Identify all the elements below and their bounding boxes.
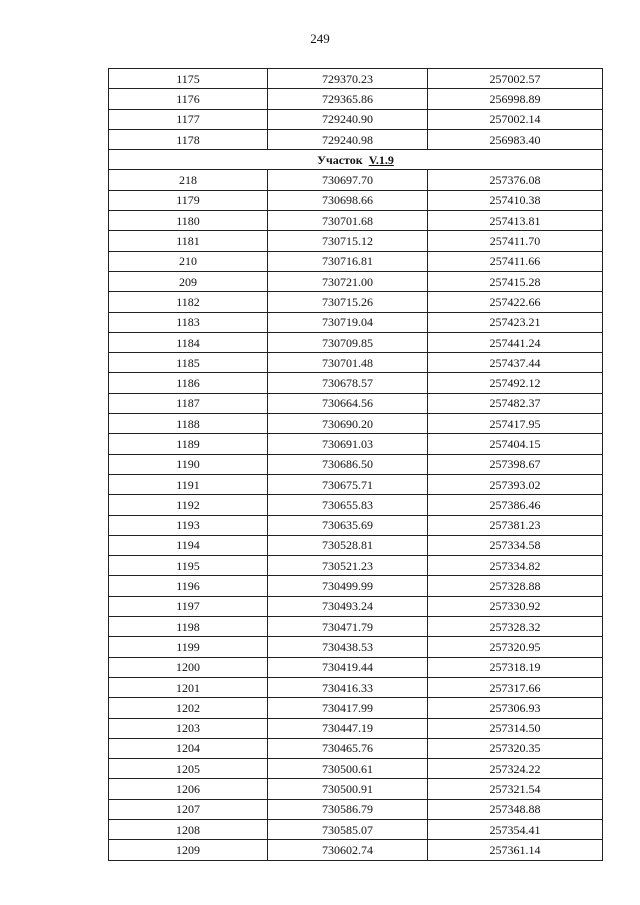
table-row bbox=[109, 231, 603, 251]
x-coordinate-cell: 729240.98 bbox=[268, 129, 428, 149]
point-number-cell: 218 bbox=[109, 170, 268, 190]
table-row bbox=[109, 535, 603, 555]
point-number-cell: 1193 bbox=[109, 515, 268, 535]
y-coordinate-cell: 257321.54 bbox=[428, 779, 603, 799]
table-row bbox=[109, 190, 603, 210]
point-number-cell: 1185 bbox=[109, 353, 268, 373]
table-row bbox=[109, 637, 603, 657]
x-coordinate-cell: 730691.03 bbox=[268, 434, 428, 454]
table-row bbox=[109, 799, 603, 819]
point-number-cell: 1177 bbox=[109, 109, 268, 129]
x-coordinate-cell: 730697.70 bbox=[268, 170, 428, 190]
y-coordinate-cell: 257306.93 bbox=[428, 698, 603, 718]
table-row bbox=[109, 373, 603, 393]
table-row bbox=[109, 556, 603, 576]
point-number-cell: 209 bbox=[109, 271, 268, 291]
x-coordinate-cell: 730678.57 bbox=[268, 373, 428, 393]
x-coordinate-cell: 730686.50 bbox=[268, 454, 428, 474]
page-number: 249 bbox=[310, 31, 330, 46]
table-row bbox=[109, 718, 603, 738]
y-coordinate-cell: 257334.82 bbox=[428, 556, 603, 576]
point-number-cell: 1197 bbox=[109, 596, 268, 616]
x-coordinate-cell: 730447.19 bbox=[268, 718, 428, 738]
x-coordinate-cell: 730715.26 bbox=[268, 292, 428, 312]
table-row bbox=[109, 779, 603, 799]
x-coordinate-cell: 730602.74 bbox=[268, 840, 428, 860]
y-coordinate-cell: 257441.24 bbox=[428, 332, 603, 352]
table-row bbox=[109, 677, 603, 697]
y-coordinate-cell: 257328.88 bbox=[428, 576, 603, 596]
table-row bbox=[109, 292, 603, 312]
y-coordinate-cell: 257320.95 bbox=[428, 637, 603, 657]
section-header-cell bbox=[109, 150, 603, 170]
y-coordinate-cell: 257413.81 bbox=[428, 211, 603, 231]
point-number-cell: 1187 bbox=[109, 393, 268, 413]
x-coordinate-cell: 730500.61 bbox=[268, 759, 428, 779]
x-coordinate-cell: 730416.33 bbox=[268, 677, 428, 697]
table-row bbox=[109, 738, 603, 758]
table-row bbox=[109, 271, 603, 291]
y-coordinate-cell: 257437.44 bbox=[428, 353, 603, 373]
point-number-cell: 1192 bbox=[109, 495, 268, 515]
point-number-cell: 1203 bbox=[109, 718, 268, 738]
y-coordinate-cell: 256983.40 bbox=[428, 129, 603, 149]
coordinates-table-body bbox=[109, 69, 603, 861]
table-row bbox=[109, 353, 603, 373]
x-coordinate-cell: 730521.23 bbox=[268, 556, 428, 576]
table-row bbox=[109, 170, 603, 190]
y-coordinate-cell: 257393.02 bbox=[428, 474, 603, 494]
y-coordinate-cell: 257415.28 bbox=[428, 271, 603, 291]
y-coordinate-cell: 256998.89 bbox=[428, 89, 603, 109]
section-code: V.1.9 bbox=[368, 152, 394, 167]
y-coordinate-cell: 257348.88 bbox=[428, 799, 603, 819]
y-coordinate-cell: 257423.21 bbox=[428, 312, 603, 332]
x-coordinate-cell: 730438.53 bbox=[268, 637, 428, 657]
x-coordinate-cell: 730721.00 bbox=[268, 271, 428, 291]
x-coordinate-cell: 730675.71 bbox=[268, 474, 428, 494]
x-coordinate-cell: 730701.68 bbox=[268, 211, 428, 231]
point-number-cell: 1204 bbox=[109, 738, 268, 758]
point-number-cell: 1198 bbox=[109, 617, 268, 637]
point-number-cell: 1201 bbox=[109, 677, 268, 697]
y-coordinate-cell: 257314.50 bbox=[428, 718, 603, 738]
y-coordinate-cell: 257386.46 bbox=[428, 495, 603, 515]
y-coordinate-cell: 257002.14 bbox=[428, 109, 603, 129]
table-row bbox=[109, 759, 603, 779]
point-number-cell: 1194 bbox=[109, 535, 268, 555]
table-row bbox=[109, 211, 603, 231]
y-coordinate-cell: 257334.58 bbox=[428, 535, 603, 555]
table-row bbox=[109, 657, 603, 677]
section-label: Участок bbox=[317, 152, 363, 167]
x-coordinate-cell: 730698.66 bbox=[268, 190, 428, 210]
x-coordinate-cell: 730528.81 bbox=[268, 535, 428, 555]
y-coordinate-cell: 257482.37 bbox=[428, 393, 603, 413]
table-row bbox=[109, 515, 603, 535]
x-coordinate-cell: 729240.90 bbox=[268, 109, 428, 129]
point-number-cell: 1207 bbox=[109, 799, 268, 819]
y-coordinate-cell: 257317.66 bbox=[428, 677, 603, 697]
table-row bbox=[109, 576, 603, 596]
point-number-cell: 1195 bbox=[109, 556, 268, 576]
y-coordinate-cell: 257318.19 bbox=[428, 657, 603, 677]
y-coordinate-cell: 257381.23 bbox=[428, 515, 603, 535]
table-row bbox=[109, 393, 603, 413]
x-coordinate-cell: 729370.23 bbox=[268, 69, 428, 89]
x-coordinate-cell: 730419.44 bbox=[268, 657, 428, 677]
x-coordinate-cell: 730499.99 bbox=[268, 576, 428, 596]
y-coordinate-cell: 257398.67 bbox=[428, 454, 603, 474]
point-number-cell: 1180 bbox=[109, 211, 268, 231]
x-coordinate-cell: 730500.91 bbox=[268, 779, 428, 799]
point-number-cell: 1181 bbox=[109, 231, 268, 251]
coordinates-table bbox=[108, 68, 603, 861]
y-coordinate-cell: 257411.66 bbox=[428, 251, 603, 271]
point-number-cell: 1199 bbox=[109, 637, 268, 657]
table-row bbox=[109, 698, 603, 718]
y-coordinate-cell: 257361.14 bbox=[428, 840, 603, 860]
table-row bbox=[109, 434, 603, 454]
x-coordinate-cell: 730716.81 bbox=[268, 251, 428, 271]
y-coordinate-cell: 257320.35 bbox=[428, 738, 603, 758]
table-row bbox=[109, 840, 603, 860]
point-number-cell: 1178 bbox=[109, 129, 268, 149]
table-row bbox=[109, 251, 603, 271]
point-number-cell: 1179 bbox=[109, 190, 268, 210]
point-number-cell: 1175 bbox=[109, 69, 268, 89]
y-coordinate-cell: 257492.12 bbox=[428, 373, 603, 393]
x-coordinate-cell: 730655.83 bbox=[268, 495, 428, 515]
y-coordinate-cell: 257376.08 bbox=[428, 170, 603, 190]
table-row bbox=[109, 109, 603, 129]
y-coordinate-cell: 257422.66 bbox=[428, 292, 603, 312]
point-number-cell: 1183 bbox=[109, 312, 268, 332]
table-row bbox=[109, 596, 603, 616]
y-coordinate-cell: 257411.70 bbox=[428, 231, 603, 251]
point-number-cell: 1205 bbox=[109, 759, 268, 779]
x-coordinate-cell: 730465.76 bbox=[268, 738, 428, 758]
table-row bbox=[109, 617, 603, 637]
point-number-cell: 1189 bbox=[109, 434, 268, 454]
y-coordinate-cell: 257404.15 bbox=[428, 434, 603, 454]
x-coordinate-cell: 730635.69 bbox=[268, 515, 428, 535]
point-number-cell: 1202 bbox=[109, 698, 268, 718]
table-row bbox=[109, 89, 603, 109]
x-coordinate-cell: 730690.20 bbox=[268, 414, 428, 434]
point-number-cell: 1186 bbox=[109, 373, 268, 393]
point-number-cell: 210 bbox=[109, 251, 268, 271]
point-number-cell: 1209 bbox=[109, 840, 268, 860]
section-header-row bbox=[109, 150, 603, 170]
y-coordinate-cell: 257354.41 bbox=[428, 819, 603, 839]
point-number-cell: 1182 bbox=[109, 292, 268, 312]
table-row bbox=[109, 332, 603, 352]
x-coordinate-cell: 730664.56 bbox=[268, 393, 428, 413]
point-number-cell: 1176 bbox=[109, 89, 268, 109]
table-row bbox=[109, 312, 603, 332]
point-number-cell: 1200 bbox=[109, 657, 268, 677]
x-coordinate-cell: 730719.04 bbox=[268, 312, 428, 332]
point-number-cell: 1206 bbox=[109, 779, 268, 799]
table-row bbox=[109, 69, 603, 89]
point-number-cell: 1188 bbox=[109, 414, 268, 434]
x-coordinate-cell: 730585.07 bbox=[268, 819, 428, 839]
x-coordinate-cell: 730709.85 bbox=[268, 332, 428, 352]
x-coordinate-cell: 729365.86 bbox=[268, 89, 428, 109]
table-row bbox=[109, 129, 603, 149]
x-coordinate-cell: 730715.12 bbox=[268, 231, 428, 251]
table-row bbox=[109, 495, 603, 515]
table-row bbox=[109, 454, 603, 474]
y-coordinate-cell: 257330.92 bbox=[428, 596, 603, 616]
table-row bbox=[109, 819, 603, 839]
x-coordinate-cell: 730471.79 bbox=[268, 617, 428, 637]
x-coordinate-cell: 730701.48 bbox=[268, 353, 428, 373]
point-number-cell: 1190 bbox=[109, 454, 268, 474]
x-coordinate-cell: 730493.24 bbox=[268, 596, 428, 616]
table-row bbox=[109, 474, 603, 494]
y-coordinate-cell: 257410.38 bbox=[428, 190, 603, 210]
y-coordinate-cell: 257328.32 bbox=[428, 617, 603, 637]
x-coordinate-cell: 730586.79 bbox=[268, 799, 428, 819]
y-coordinate-cell: 257417.95 bbox=[428, 414, 603, 434]
point-number-cell: 1191 bbox=[109, 474, 268, 494]
y-coordinate-cell: 257002.57 bbox=[428, 69, 603, 89]
x-coordinate-cell: 730417.99 bbox=[268, 698, 428, 718]
table-row bbox=[109, 414, 603, 434]
point-number-cell: 1196 bbox=[109, 576, 268, 596]
point-number-cell: 1208 bbox=[109, 819, 268, 839]
y-coordinate-cell: 257324.22 bbox=[428, 759, 603, 779]
point-number-cell: 1184 bbox=[109, 332, 268, 352]
